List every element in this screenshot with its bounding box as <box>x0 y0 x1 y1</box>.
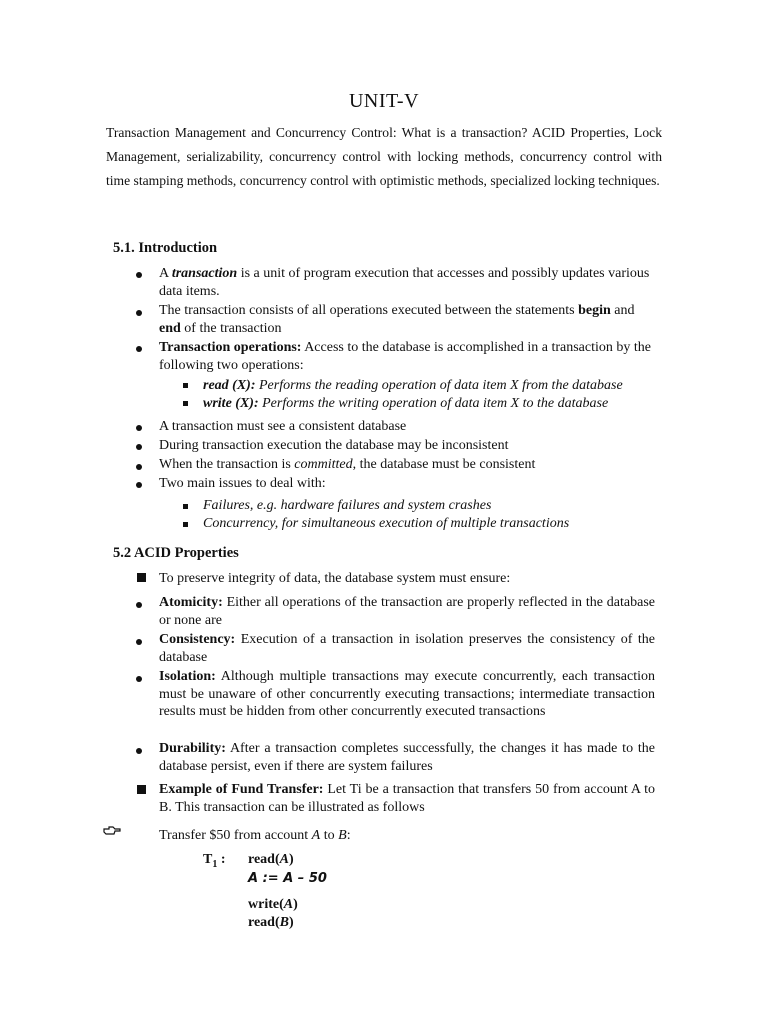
section-heading-introduction: 5.1. Introduction <box>113 240 218 256</box>
transaction-label: $T_1$ : <box>203 852 226 870</box>
list-item: The transaction consists of all operations executed between the statements begin and end of the transaction <box>159 303 635 336</box>
bullet-icon <box>136 310 142 316</box>
square-bullet-icon <box>183 383 188 388</box>
list-item: During transaction execution the database may be inconsistent <box>159 438 509 453</box>
square-bullet-icon <box>137 785 146 794</box>
square-bullet-icon <box>183 504 188 509</box>
list-item-consistency: Consistency: Execution of a transaction in isolation preserves the consistency of the database <box>159 632 655 665</box>
code-line: read(B) <box>248 915 294 930</box>
transfer-caption: Transfer $50 from account A to B: <box>159 828 351 843</box>
square-bullet-icon <box>183 522 188 527</box>
list-item: A transaction is a unit of program execution that accesses and possibly updates various data items. <box>159 266 650 299</box>
bullet-icon <box>136 272 142 278</box>
bullet-icon <box>136 425 142 431</box>
list-item: Two main issues to deal with: <box>159 476 326 491</box>
sub-list-item: read (X): Performs the reading operation of data item X from the database <box>203 378 623 393</box>
square-bullet-icon <box>183 401 188 406</box>
bullet-icon <box>136 639 142 645</box>
bullet-icon <box>136 482 142 488</box>
code-line: read(A) <box>248 852 294 867</box>
bullet-icon <box>136 444 142 450</box>
bullet-icon <box>136 676 142 682</box>
code-line: write(A) <box>248 897 298 912</box>
page-title: UNIT-V <box>348 90 420 112</box>
bullet-icon <box>136 464 142 470</box>
sub-list-item: write (X): Performs the writing operation of data item X to the database <box>203 396 609 411</box>
sub-list-item: Concurrency, for simultaneous execution of multiple transactions <box>203 516 570 531</box>
list-item: When the transaction is committed, the database must be consistent <box>159 457 536 472</box>
sub-list-item: Failures, e.g. hardware failures and system crashes <box>203 498 492 513</box>
code-line: A := A – 50 <box>248 871 327 886</box>
list-item-atomicity: Atomicity: Either all operations of the transaction are properly reflected in the database or none are <box>159 595 655 628</box>
pointing-hand-icon <box>103 826 121 836</box>
list-item-isolation: Isolation: Although multiple transactions may execute concurrently, each transaction must be unaware of other concurrently executing transactions; intermediate transaction results must be hidden from other concurrently executed transactions <box>159 669 655 719</box>
bullet-icon <box>136 602 142 608</box>
list-item: To preserve integrity of data, the database system must ensure: <box>159 571 511 586</box>
section-heading-acid: 5.2 ACID Properties <box>113 545 239 561</box>
list-item-durability: Durability: After a transaction completes successfully, the changes it has made to the database persist, even if there are system failures <box>159 741 655 774</box>
bullet-icon <box>136 748 142 754</box>
bullet-icon <box>136 346 142 352</box>
list-item: Transaction operations: Access to the database is accomplished in a transaction by the following two operations: <box>159 340 651 373</box>
unit-summary: Transaction Management and Concurrency Control: What is a transaction? ACID Properties, Lock Management, serializability, concurrency control with locking methods, concurrency control with time stamping methods, concurrency control with optimistic methods, specialized locking techniques. <box>106 125 662 188</box>
square-bullet-icon <box>137 573 146 582</box>
list-item: A transaction must see a consistent database <box>159 419 407 434</box>
list-item-fund-transfer: Example of Fund Transfer: Let Ti be a transaction that transfers 50 from account A to B. This transaction can be illustrated as follows <box>159 782 655 815</box>
